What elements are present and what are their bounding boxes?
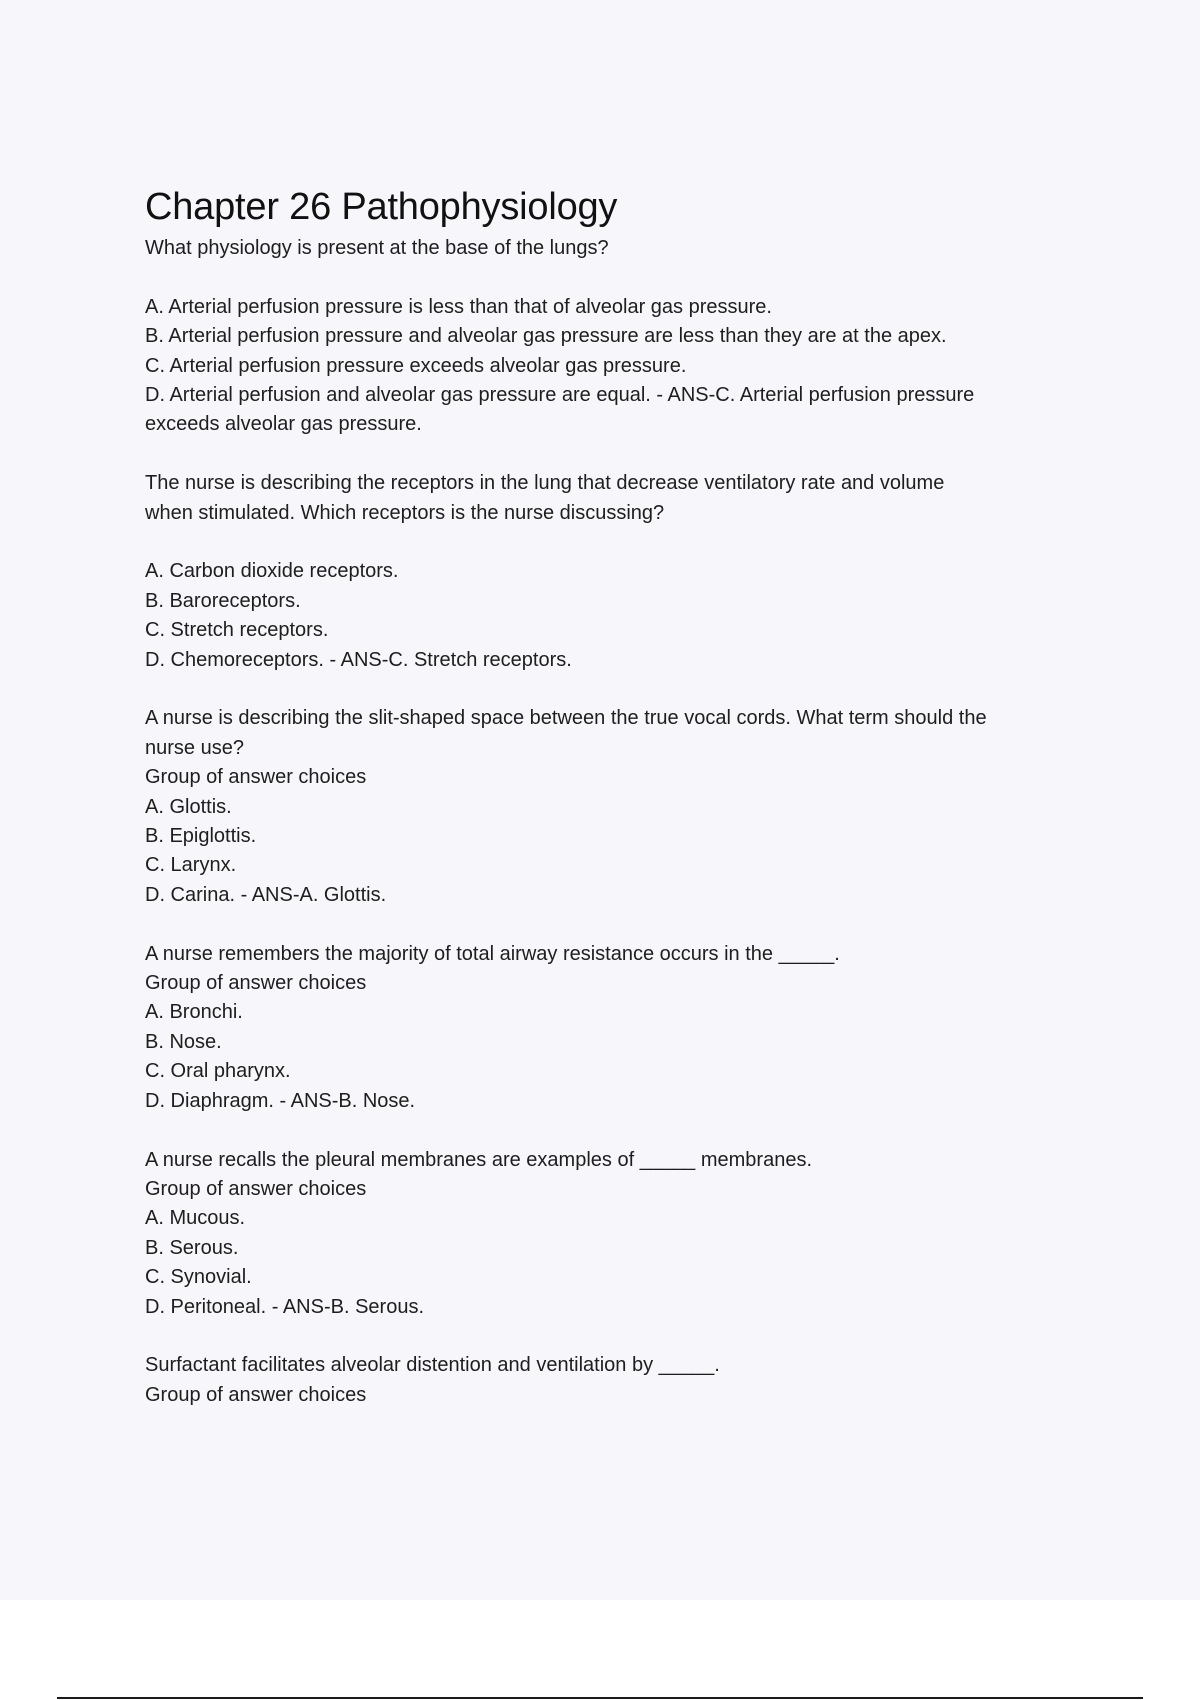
question-block	[145, 234, 1085, 440]
question-text-line: A nurse recalls the pleural membranes are examples of _____ membranes.	[145, 1148, 813, 1171]
answer-option: D. Peritoneal. - ANS-B. Serous.	[145, 1295, 425, 1318]
answer-option: D. Diaphragm. - ANS-B. Nose.	[145, 1089, 416, 1112]
spacer	[145, 263, 1085, 292]
question-text-line: A nurse remembers the majority of total airway resistance occurs in the _____.	[145, 942, 840, 965]
question-block	[145, 1146, 1085, 1322]
answer-option: A. Carbon dioxide receptors.	[145, 560, 399, 583]
answer-option: exceeds alveolar gas pressure.	[145, 413, 422, 436]
question-text-line: nurse use?	[145, 736, 244, 759]
question-text-line: Group of answer choices	[145, 972, 367, 995]
answer-option: D. Carina. - ANS-A. Glottis.	[145, 883, 387, 906]
answer-option: B. Arterial perfusion pressure and alveolar gas pressure are less than they are at the apex.	[145, 325, 947, 348]
answer-option: A. Bronchi.	[145, 1001, 243, 1024]
question-separator	[145, 440, 1085, 469]
answer-option: C. Larynx.	[145, 854, 237, 877]
question-text-line: The nurse is describing the receptors in the lung that decrease ventilatory rate and volume	[145, 472, 945, 495]
answer-option: B. Baroreceptors.	[145, 589, 301, 612]
answer-option: C. Arterial perfusion pressure exceeds alveolar gas pressure.	[145, 354, 687, 377]
question-block	[145, 469, 1085, 675]
question-list	[145, 234, 1085, 1410]
question-text-line: Group of answer choices	[145, 1177, 367, 1200]
question-separator	[145, 675, 1085, 704]
answer-option: A. Glottis.	[145, 795, 232, 818]
question-text-line: What physiology is present at the base of the lungs?	[145, 237, 609, 259]
spacer	[145, 528, 1085, 557]
answer-option: C. Stretch receptors.	[145, 619, 329, 642]
answer-option: B. Nose.	[145, 1030, 222, 1053]
footer-rule	[57, 1697, 1143, 1699]
question-block	[145, 704, 1085, 910]
answer-option: A. Arterial perfusion pressure is less than that of alveolar gas pressure.	[145, 295, 772, 318]
answer-option: B. Epiglottis.	[145, 825, 257, 848]
question-text-line: A nurse is describing the slit-shaped space between the true vocal cords. What term should the	[145, 707, 987, 730]
answer-option: D. Arterial perfusion and alveolar gas pressure are equal. - ANS-C. Arterial perfusion pressure	[145, 384, 975, 407]
question-separator	[145, 1116, 1085, 1145]
answer-option: A. Mucous.	[145, 1207, 246, 1230]
answer-option: C. Synovial.	[145, 1266, 252, 1289]
question-separator	[145, 1322, 1085, 1351]
answer-option: C. Oral pharynx.	[145, 1060, 291, 1083]
document-content	[145, 180, 1085, 1410]
question-text-line: when stimulated. Which receptors is the nurse discussing?	[145, 501, 665, 524]
question-separator	[145, 910, 1085, 939]
answer-option: D. Chemoreceptors. - ANS-C. Stretch receptors.	[145, 648, 572, 671]
question-text-line: Group of answer choices	[145, 1383, 367, 1406]
answer-option: B. Serous.	[145, 1236, 239, 1259]
question-block	[145, 1351, 1085, 1410]
question-text-line: Group of answer choices	[145, 766, 367, 789]
question-text-line: Surfactant facilitates alveolar distention and ventilation by _____.	[145, 1354, 720, 1377]
question-block	[145, 940, 1085, 1116]
page-title: Chapter 26 Pathophysiology	[145, 186, 618, 228]
